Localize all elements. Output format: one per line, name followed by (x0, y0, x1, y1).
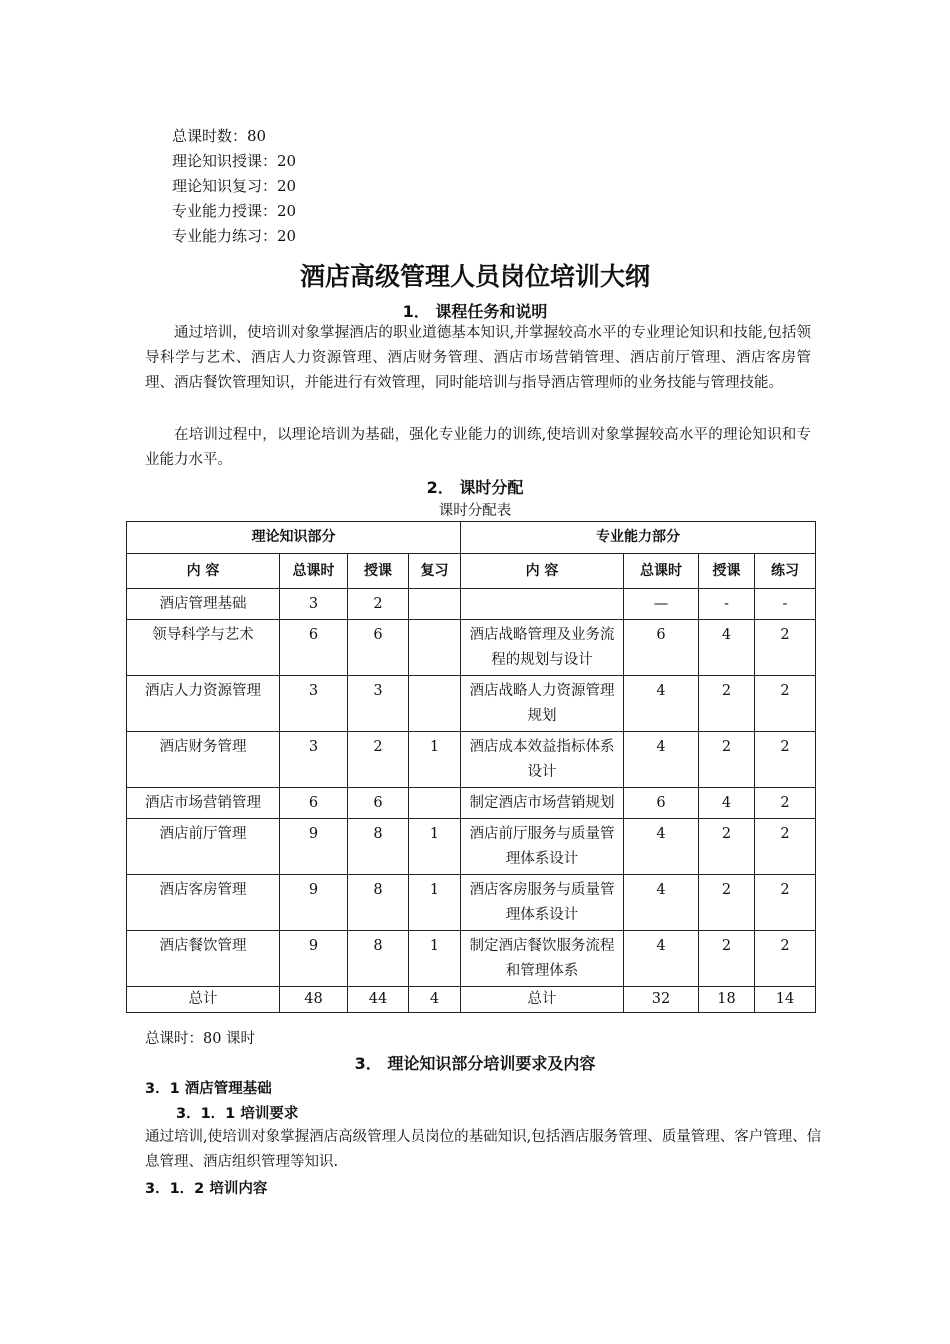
section2-heading: 2． 课时分配 (426, 478, 524, 497)
table-cell: 2 (348, 732, 409, 788)
table-cell: - (699, 589, 755, 620)
table-cell: 1 (409, 931, 461, 987)
table-cell: 8 (348, 875, 409, 931)
table-cell: 2 (755, 788, 816, 819)
table-cell: 总计 (127, 987, 280, 1013)
table-cell: 2 (699, 819, 755, 875)
table-caption: 课时分配表 (438, 503, 512, 519)
table-row (127, 931, 816, 987)
table-cell: 酒店人力资源管理 (127, 676, 280, 732)
group-header-theory: 理论知识部分 (127, 522, 461, 554)
table-cell (409, 788, 461, 819)
table-cell: 14 (755, 987, 816, 1013)
table-cell: 3 (280, 676, 348, 732)
table-cell: 2 (755, 620, 816, 676)
col-header: 练习 (755, 554, 816, 589)
table-cell: 酒店管理基础 (127, 589, 280, 620)
table-cell: 18 (699, 987, 755, 1013)
table-cell: 酒店客房管理 (127, 875, 280, 931)
table-cell: 3 (348, 676, 409, 732)
hours-allocation-table (126, 521, 816, 1013)
table-cell (409, 620, 461, 676)
subsection-3-1-2-heading: 3．1．2 培训内容 (145, 1181, 268, 1197)
table-cell: 6 (280, 788, 348, 819)
table-cell: 4 (624, 676, 699, 732)
table-row (127, 676, 816, 732)
table-cell: 4 (699, 620, 755, 676)
table-cell: 9 (280, 931, 348, 987)
section1-paragraph-2: 在培训过程中，以理论培训为基础，强化专业能力的训练,使培训对象掌握较高水平的理论知识和专业能力水平。 (145, 427, 811, 468)
section1-heading: 1． 课程任务和说明 (402, 302, 548, 321)
table-row (127, 788, 816, 819)
summary-total-hours: 总课时数：80 (172, 127, 267, 145)
table-cell: 48 (280, 987, 348, 1013)
table-cell: 2 (755, 819, 816, 875)
table-cell: 酒店市场营销管理 (127, 788, 280, 819)
summary-skill-practice: 专业能力练习：20 (172, 227, 297, 245)
subsection-3-1-heading: 3．1 酒店管理基础 (145, 1081, 272, 1097)
col-header: 授课 (348, 554, 409, 589)
table-cell: 制定酒店市场营销规划 (461, 788, 624, 819)
total-hours-note: 总课时：80 课时 (145, 1031, 256, 1047)
table-cell: 酒店客房服务与质量管理体系设计 (461, 875, 624, 931)
table-row (127, 589, 816, 620)
summary-theory-review: 理论知识复习：20 (172, 177, 297, 195)
col-header: 授课 (699, 554, 755, 589)
table-cell: 2 (755, 875, 816, 931)
table-cell: 1 (409, 732, 461, 788)
col-header: 总课时 (280, 554, 348, 589)
table-cell: 44 (348, 987, 409, 1013)
table-cell: 8 (348, 931, 409, 987)
table-cell: 6 (348, 620, 409, 676)
table-cell: 4 (624, 931, 699, 987)
group-header-skill: 专业能力部分 (461, 522, 816, 554)
table-cell: 8 (348, 819, 409, 875)
table-cell: 4 (409, 987, 461, 1013)
table-cell: 总计 (461, 987, 624, 1013)
table-cell: 酒店餐饮管理 (127, 931, 280, 987)
subsection-3-1-1-heading: 3．1．1 培训要求 (176, 1106, 299, 1122)
col-header: 总课时 (624, 554, 699, 589)
table-cell: 酒店战略人力资源管理规划 (461, 676, 624, 732)
table-cell: 酒店财务管理 (127, 732, 280, 788)
table-cell: 酒店战略管理及业务流程的规划与设计 (461, 620, 624, 676)
table-cell: 酒店成本效益指标体系设计 (461, 732, 624, 788)
table-cell: 1 (409, 819, 461, 875)
table-cell: 制定酒店餐饮服务流程和管理体系 (461, 931, 624, 987)
table-cell (461, 589, 624, 620)
table-row (127, 732, 816, 788)
table-cell: 2 (699, 931, 755, 987)
table-cell: 6 (348, 788, 409, 819)
col-header: 内 容 (461, 554, 624, 589)
table-cell: 9 (280, 819, 348, 875)
table-row (127, 819, 816, 875)
table-cell: 32 (624, 987, 699, 1013)
hours-summary (172, 124, 296, 249)
table-cell: 酒店前厅服务与质量管理体系设计 (461, 819, 624, 875)
table-cell: 2 (699, 676, 755, 732)
table-cell: 2 (348, 589, 409, 620)
table-cell: 4 (624, 732, 699, 788)
table-cell: 6 (624, 620, 699, 676)
table-row (127, 620, 816, 676)
col-header: 内 容 (127, 554, 280, 589)
table-cell: 4 (699, 788, 755, 819)
table-cell: 2 (755, 676, 816, 732)
table-cell: 4 (624, 875, 699, 931)
table-cell: 6 (624, 788, 699, 819)
table-cell: 4 (624, 819, 699, 875)
table-cell: 2 (699, 732, 755, 788)
table-cell: 2 (755, 732, 816, 788)
col-header: 复习 (409, 554, 461, 589)
table-cell: 9 (280, 875, 348, 931)
table-cell: — (624, 589, 699, 620)
section3-heading: 3． 理论知识部分培训要求及内容 (354, 1054, 596, 1073)
table-cell: 1 (409, 875, 461, 931)
summary-theory-lecture: 理论知识授课：20 (172, 152, 297, 170)
table-total-row (127, 987, 816, 1013)
page-title: 酒店高级管理人员岗位培训大纲 (299, 262, 650, 291)
table-cell: 2 (699, 875, 755, 931)
table-cell (409, 589, 461, 620)
section1-paragraph-1: 通过培训，使培训对象掌握酒店的职业道德基本知识,并掌握较高水平的专业理论知识和技能,包括领导科学与艺术、酒店人力资源管理、酒店财务管理、酒店市场营销管理、酒店前厅管理、酒店客房管理、酒店餐饮管理知识，并能进行有效管理，同时能培训与指导酒店管理师的业务技能与管理技能。 (145, 325, 811, 391)
table-cell: 领导科学与艺术 (127, 620, 280, 676)
table-cell: 3 (280, 732, 348, 788)
subsection-3-1-1-text: 通过培训,使培训对象掌握酒店高级管理人员岗位的基础知识,包括酒店服务管理、质量管理、客户管理、信息管理、酒店组织管理等知识. (145, 1129, 822, 1170)
table-row (127, 875, 816, 931)
table-cell (409, 676, 461, 732)
table-cell: - (755, 589, 816, 620)
table-cell: 酒店前厅管理 (127, 819, 280, 875)
table-cell: 6 (280, 620, 348, 676)
table-cell: 3 (280, 589, 348, 620)
table-cell: 2 (755, 931, 816, 987)
summary-skill-lecture: 专业能力授课：20 (172, 202, 297, 220)
